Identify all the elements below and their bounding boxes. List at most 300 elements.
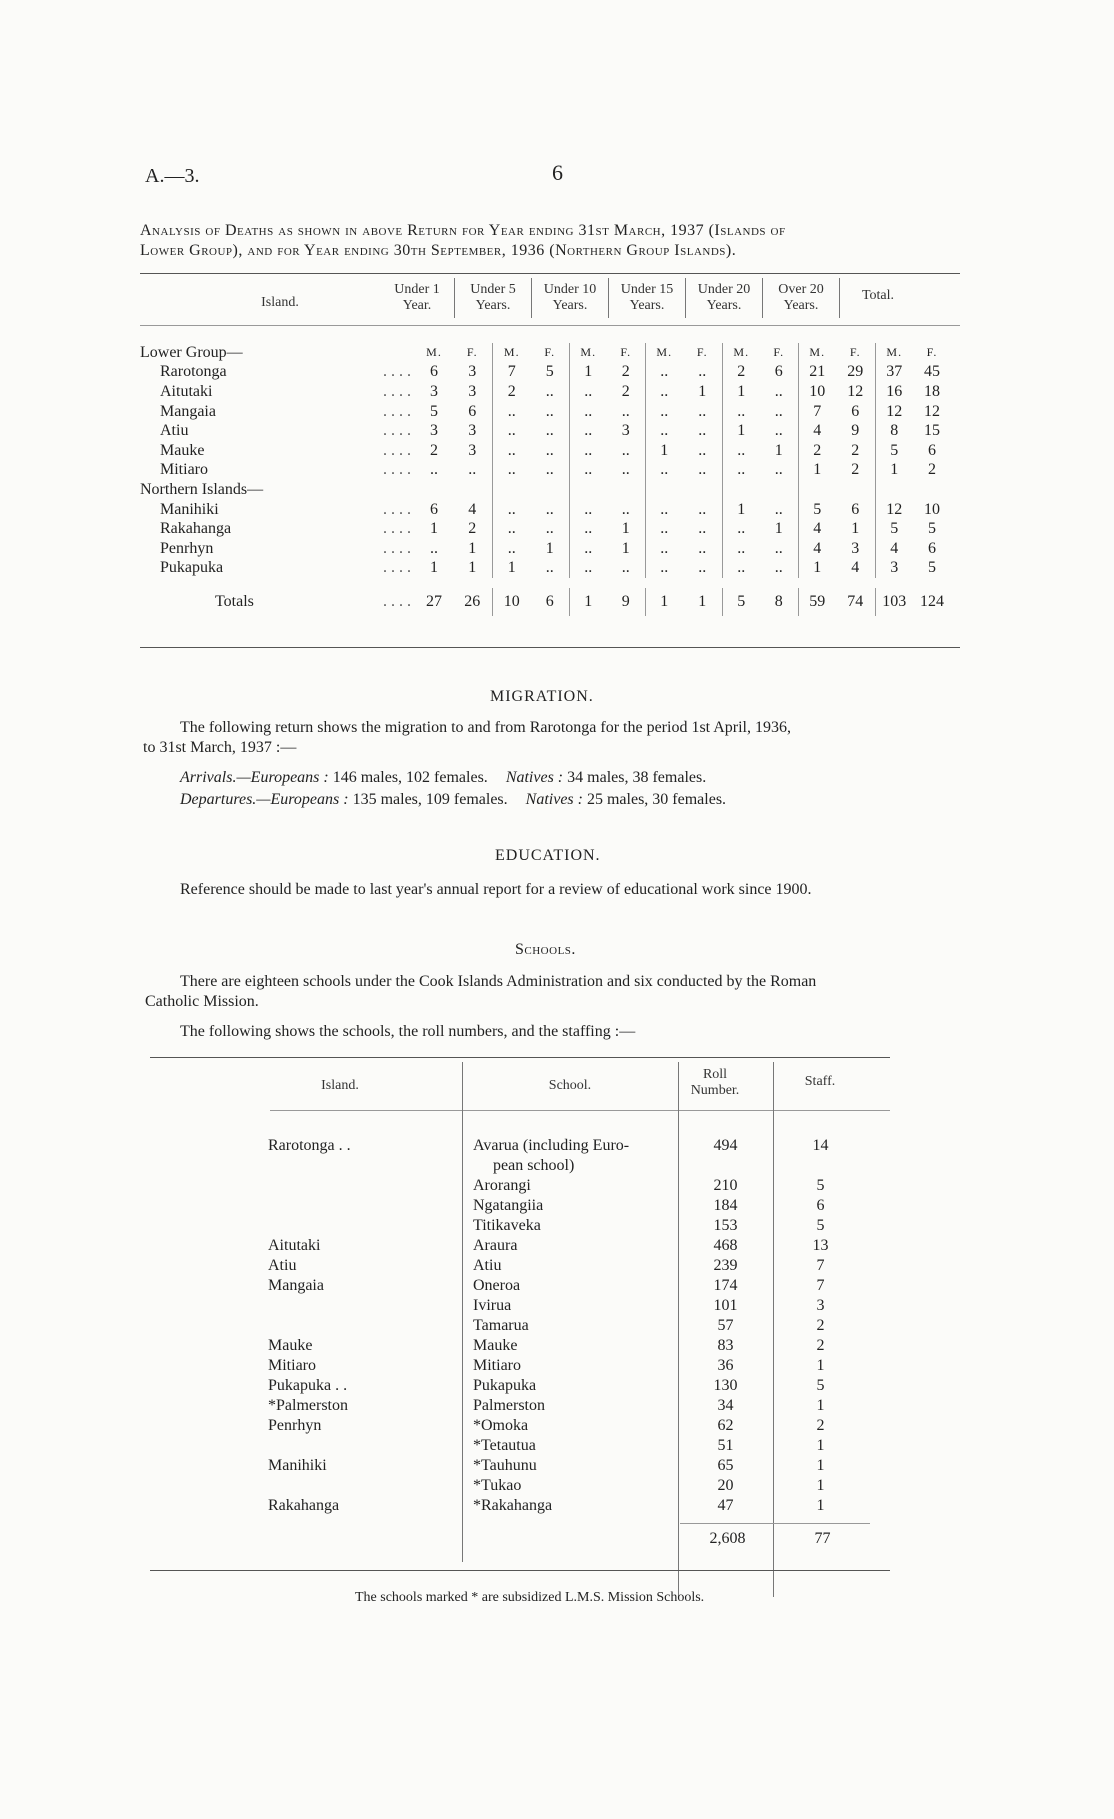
table-cell: .. <box>492 402 531 422</box>
table-cell: 6 <box>430 363 438 381</box>
table-cell: .. <box>698 422 707 440</box>
table-cell: 5 <box>798 500 836 520</box>
school-island: Rakahanga <box>268 1497 340 1514</box>
school-island: Atiu <box>268 1257 297 1274</box>
table-cell: 3 <box>621 422 630 440</box>
school-roll: 34 <box>717 1397 734 1414</box>
school-staff: 2 <box>816 1337 825 1354</box>
table-row <box>140 461 951 481</box>
school-staff: 5 <box>816 1377 825 1394</box>
schools-table <box>268 1137 868 1517</box>
school-island: *Palmerston <box>268 1397 348 1414</box>
table-cell: .. <box>545 422 554 440</box>
table-cell: 1 <box>645 441 683 461</box>
table-cell <box>607 480 645 500</box>
school-roll: 174 <box>713 1277 738 1294</box>
leader-dots: . . . . <box>383 402 411 420</box>
school-island: Manihiki <box>268 1457 327 1474</box>
school-row <box>268 1157 868 1177</box>
table-row <box>140 363 951 383</box>
sex-male-header: M. <box>426 345 442 360</box>
age-group-header-line1: Under 5 <box>470 282 516 297</box>
table-cell: 12 <box>875 402 913 422</box>
table-cell: 1 <box>722 382 760 402</box>
table-cell: .. <box>569 402 607 422</box>
table-cell <box>913 480 951 500</box>
header-divider <box>608 278 609 318</box>
school-name: Avarua (including Euro- <box>473 1137 630 1154</box>
school-island: Pukapuka . . <box>268 1377 348 1394</box>
table-cell: 1 <box>774 520 783 538</box>
school-staff: 1 <box>816 1457 825 1474</box>
school-roll: 468 <box>713 1237 738 1254</box>
table-cell <box>531 480 569 500</box>
table-cell: 5 <box>928 520 936 538</box>
school-island <box>268 1217 463 1237</box>
table-cell: .. <box>722 402 760 422</box>
table-cell: .. <box>621 500 630 518</box>
age-group-header <box>763 282 839 314</box>
school-island <box>268 1317 463 1337</box>
age-group-header-line2: Years. <box>629 298 665 313</box>
table-cell: .. <box>545 520 554 538</box>
age-group-header <box>686 282 762 314</box>
total-cell: 124 <box>920 593 944 611</box>
table-cell: .. <box>774 500 783 518</box>
table-cell: .. <box>492 441 531 461</box>
table-cell: .. <box>645 402 683 422</box>
table-row <box>140 539 951 559</box>
table-cell: .. <box>545 559 554 577</box>
table-cell: 16 <box>875 382 913 402</box>
school-roll: 62 <box>717 1417 734 1434</box>
sex-female-header: F. <box>696 345 708 360</box>
table-cell: 6 <box>774 363 783 381</box>
school-island <box>268 1437 463 1457</box>
school-name: Palmerston <box>473 1397 545 1414</box>
sex-male-header: M. <box>569 343 607 363</box>
table-cell: 5 <box>875 519 913 539</box>
table-cell: .. <box>430 539 438 557</box>
school-staff <box>773 1157 868 1177</box>
age-group-header <box>609 282 685 314</box>
table-cell: 2 <box>621 382 630 400</box>
table-cell: .. <box>545 382 554 400</box>
table-cell: 3 <box>430 422 438 440</box>
school-roll: 36 <box>717 1357 734 1374</box>
island-name: Rakahanga <box>160 520 232 538</box>
table-cell: .. <box>698 520 707 538</box>
island-name: Mitiaro <box>160 461 208 479</box>
school-name: Pukapuka <box>473 1377 537 1394</box>
table-cell: 3 <box>468 363 477 381</box>
school-row <box>268 1177 868 1197</box>
school-island <box>268 1297 463 1317</box>
school-staff: 1 <box>816 1357 825 1374</box>
total-cell: 74 <box>847 593 864 611</box>
header-divider <box>685 278 686 318</box>
school-roll: 20 <box>717 1477 734 1494</box>
school-row <box>268 1257 868 1277</box>
school-row <box>268 1197 868 1217</box>
school-staff: 13 <box>812 1237 829 1254</box>
school-name: *Rakahanga <box>473 1497 553 1514</box>
total-cell: 8 <box>774 593 783 611</box>
table-cell: 2 <box>851 441 860 459</box>
table-cell: .. <box>722 559 760 579</box>
school-island <box>268 1177 463 1197</box>
table-row <box>140 559 951 579</box>
school-name: *Tauhunu <box>473 1457 537 1474</box>
table-cell: 2 <box>621 363 630 381</box>
table-cell: 1 <box>430 520 438 538</box>
table-cell: .. <box>645 559 683 579</box>
totals-label: Totals <box>215 593 254 611</box>
school-island: Mauke <box>268 1337 313 1354</box>
school-roll: 184 <box>713 1197 738 1214</box>
school-name: Arorangi <box>473 1177 531 1194</box>
table-cell: 6 <box>928 441 936 459</box>
age-group-header <box>455 282 531 314</box>
table-cell: 9 <box>851 422 860 440</box>
table-cell: .. <box>621 559 630 577</box>
table-top-rule <box>140 273 960 274</box>
school-row <box>268 1457 868 1477</box>
school-staff: 1 <box>816 1497 825 1514</box>
schools-total-roll: 2,608 <box>709 1530 746 1547</box>
table-cell: 3 <box>430 382 438 400</box>
table-cell: 5 <box>875 441 913 461</box>
table-cell <box>836 480 875 500</box>
sex-male-header: M. <box>722 343 760 363</box>
table-cell: 2 <box>798 441 836 461</box>
header-divider <box>839 278 840 318</box>
header-divider <box>762 278 763 318</box>
document-reference: A.—3. <box>145 165 200 187</box>
island-name: Penrhyn <box>160 539 214 557</box>
total-cell: 9 <box>621 593 630 611</box>
table-cell: .. <box>492 539 531 559</box>
table-cell: .. <box>774 402 783 420</box>
school-name: *Tukao <box>473 1477 522 1494</box>
table-cell: .. <box>569 461 607 481</box>
school-staff: 5 <box>816 1217 825 1234</box>
table-row <box>140 402 951 422</box>
header-bottom-rule <box>140 325 960 326</box>
table-cell: 7 <box>492 363 531 383</box>
school-island: Rarotonga . . <box>268 1137 351 1154</box>
age-group-header-line1: Total. <box>861 288 895 303</box>
table-cell: 3 <box>468 422 477 440</box>
sex-female-header: F. <box>849 345 861 360</box>
school-row <box>268 1377 868 1397</box>
school-staff: 7 <box>816 1277 825 1294</box>
migration-heading: MIGRATION. <box>490 688 594 705</box>
leader-dots: . . . . <box>383 539 411 557</box>
school-roll: 83 <box>717 1337 734 1354</box>
table-cell: .. <box>645 500 683 520</box>
school-roll <box>678 1157 773 1177</box>
school-roll: 153 <box>713 1217 738 1234</box>
table-cell: .. <box>698 402 707 420</box>
arrivals-europeans: 146 males, 102 females. <box>332 769 488 786</box>
table-cell: 4 <box>798 519 836 539</box>
table-cell: 1 <box>798 461 836 481</box>
totals-row <box>140 588 951 616</box>
table-cell: 1 <box>698 382 707 400</box>
school-name: Titikaveka <box>473 1217 541 1234</box>
table-cell: .. <box>698 500 707 518</box>
table-cell: .. <box>698 559 707 577</box>
table-cell: 1 <box>774 441 783 459</box>
school-staff: 1 <box>816 1437 825 1454</box>
island-name: Aitutaki <box>160 382 213 400</box>
table-cell: 1 <box>621 520 630 538</box>
table-cell: .. <box>492 461 531 481</box>
spacer-row <box>140 578 951 588</box>
age-group-header <box>840 288 916 304</box>
leader-dots: . . . . <box>383 363 411 381</box>
school-name: Araura <box>473 1237 518 1254</box>
table-cell: .. <box>569 421 607 441</box>
total-cell: 10 <box>492 588 531 616</box>
table-cell: 18 <box>924 382 940 400</box>
table-cell <box>875 480 913 500</box>
school-island: Mitiaro <box>268 1357 316 1374</box>
total-cell: 1 <box>698 593 707 611</box>
school-island <box>268 1477 463 1497</box>
school-staff: 3 <box>816 1297 825 1314</box>
table-row <box>140 421 951 441</box>
arrivals-natives-label: Natives : <box>505 769 564 786</box>
school-name: Atiu <box>473 1257 502 1274</box>
school-name: Oneroa <box>473 1277 521 1294</box>
island-name: Mauke <box>160 441 205 459</box>
school-staff: 5 <box>816 1177 825 1194</box>
school-row <box>268 1217 868 1237</box>
table-cell: .. <box>569 382 607 402</box>
table-cell: .. <box>645 382 683 402</box>
departures-natives-label: Natives : <box>525 791 583 808</box>
table-cell: 45 <box>924 363 940 381</box>
school-name: Ivirua <box>473 1297 512 1314</box>
table-cell: 12 <box>924 402 940 420</box>
table-cell: 6 <box>851 500 860 518</box>
table-cell: .. <box>621 461 630 479</box>
table-cell: 1 <box>468 559 477 577</box>
table-cell: 1 <box>722 421 760 441</box>
schools-footnote: The schools marked * are subsidized L.M.S. Mission Schools. <box>355 1590 705 1605</box>
table-cell: 4 <box>798 539 836 559</box>
table-cell: 4 <box>875 539 913 559</box>
group-label: Lower Group— <box>140 343 243 361</box>
table-cell: .. <box>698 363 707 381</box>
table-cell: .. <box>569 539 607 559</box>
table-cell: .. <box>774 382 783 400</box>
table-cell: .. <box>430 461 438 479</box>
table-cell: 3 <box>875 559 913 579</box>
table-cell: 1 <box>722 500 760 520</box>
schools-table-top-rule <box>150 1057 890 1058</box>
school-row <box>268 1357 868 1377</box>
table-cell: .. <box>545 500 554 518</box>
table-cell: 2 <box>430 441 438 459</box>
departures-line <box>180 790 726 810</box>
school-roll: 130 <box>713 1377 738 1394</box>
school-roll: 239 <box>713 1257 738 1274</box>
school-name: Mitiaro <box>473 1357 521 1374</box>
sex-female-header: F. <box>773 345 785 360</box>
table-cell: 4 <box>798 421 836 441</box>
table-cell: 1 <box>875 461 913 481</box>
age-group-header-line1: Under 1 <box>394 282 440 297</box>
table-cell: .. <box>621 441 630 459</box>
table-cell: 1 <box>798 559 836 579</box>
table-cell: 5 <box>928 559 936 577</box>
table-cell: 6 <box>468 402 477 420</box>
table-cell: .. <box>722 441 760 461</box>
migration-intro-line2: to 31st March, 1937 :— <box>143 739 297 756</box>
schools-intro-line2: Catholic Mission. <box>145 993 259 1010</box>
table-cell: .. <box>645 519 683 539</box>
school-row <box>268 1337 868 1357</box>
table-cell: .. <box>492 500 531 520</box>
table-cell: 1 <box>569 363 607 383</box>
total-cell: 1 <box>569 588 607 616</box>
table-cell: 37 <box>875 363 913 383</box>
table-cell: 5 <box>545 363 554 381</box>
leader-dots: . . . . <box>383 461 411 479</box>
table-cell: .. <box>645 461 683 481</box>
table-cell: 7 <box>798 402 836 422</box>
table-cell: .. <box>722 519 760 539</box>
leader-dots: . . . . <box>383 520 411 538</box>
table-cell: .. <box>722 539 760 559</box>
table-cell: 15 <box>924 422 940 440</box>
table-cell: 1 <box>851 520 860 538</box>
sex-female-header: F. <box>620 345 632 360</box>
group-row <box>140 480 951 500</box>
table-cell: .. <box>492 421 531 441</box>
school-name: Tamarua <box>473 1317 529 1334</box>
table-cell: .. <box>621 402 630 420</box>
age-group-header-line1: Over 20 <box>778 282 824 297</box>
table-row <box>140 519 951 539</box>
island-name: Rarotonga <box>160 363 227 381</box>
total-cell: 103 <box>875 588 913 616</box>
schools-header-rule <box>270 1110 890 1111</box>
school-staff: 6 <box>816 1197 825 1214</box>
table-cell: 2 <box>851 461 860 479</box>
table-cell <box>569 480 607 500</box>
migration-intro-line1: The following return shows the migration to and from Rarotonga for the period 1st April, 1936, <box>180 719 791 736</box>
sex-male-header: M. <box>492 343 531 363</box>
total-cell: 59 <box>798 588 836 616</box>
school-roll: 65 <box>717 1457 734 1474</box>
table-cell: 2 <box>492 382 531 402</box>
table-cell: 21 <box>798 363 836 383</box>
school-row <box>268 1417 868 1437</box>
total-cell: 27 <box>426 593 442 611</box>
age-group-header-line1: Under 20 <box>697 282 751 297</box>
table-cell: .. <box>698 539 707 557</box>
total-cell: 1 <box>645 588 683 616</box>
island-column-header: Island. <box>261 295 299 310</box>
group-label: Northern Islands— <box>140 480 264 498</box>
table-cell: .. <box>545 402 554 420</box>
school-name: *Omoka <box>473 1417 529 1434</box>
table-cell: 3 <box>468 441 477 459</box>
school-staff: 14 <box>812 1137 829 1154</box>
arrivals-natives: 34 males, 38 females. <box>567 769 707 786</box>
school-island <box>268 1197 463 1217</box>
school-row <box>268 1277 868 1297</box>
schools-roll-header <box>675 1067 755 1099</box>
table-cell: .. <box>569 500 607 520</box>
table-cell: .. <box>545 461 554 479</box>
schools-staff-header: Staff. <box>804 1074 836 1089</box>
table-cell: 12 <box>847 382 864 400</box>
school-staff: 7 <box>816 1257 825 1274</box>
sex-female-header: F. <box>466 345 478 360</box>
table-cell: .. <box>468 461 477 479</box>
header-divider <box>454 278 455 318</box>
deaths-title-line1: Analysis of Deaths as shown in above Return for Year ending 31st March, 1937 (Islands of <box>140 222 786 239</box>
leader-dots: . . . . <box>383 382 411 400</box>
group-row <box>140 343 951 363</box>
table-cell: .. <box>722 461 760 481</box>
school-row <box>268 1237 868 1257</box>
table-cell: 6 <box>928 539 936 557</box>
age-group-header-line2: Years. <box>552 298 588 313</box>
table-cell: .. <box>569 441 607 461</box>
age-group-header-line2: Years. <box>706 298 742 313</box>
table-cell: .. <box>492 519 531 539</box>
deaths-title-line2: Lower Group), and for Year ending 30th September, 1936 (Northern Group Islands). <box>140 242 737 259</box>
table-bottom-rule <box>140 647 960 648</box>
school-row <box>268 1297 868 1317</box>
leader-dots: . . . . <box>383 441 411 459</box>
island-name: Manihiki <box>160 500 219 518</box>
schools-heading: Schools. <box>515 941 576 958</box>
school-row <box>268 1477 868 1497</box>
schools-table-bottom-rule <box>150 1570 890 1571</box>
table-cell <box>415 480 453 500</box>
age-group-header <box>379 282 455 314</box>
table-cell: .. <box>774 539 783 557</box>
school-name: *Tetautua <box>473 1437 536 1454</box>
age-group-header <box>532 282 608 314</box>
school-island: Mangaia <box>268 1277 324 1294</box>
school-row <box>268 1497 868 1517</box>
table-cell: 3 <box>468 382 477 400</box>
table-cell: 2 <box>928 461 936 479</box>
arrivals-label: Arrivals.—Europeans : <box>180 769 329 786</box>
age-group-header-line2: Year. <box>402 298 432 313</box>
table-cell: 1 <box>621 539 630 557</box>
sex-male-header: M. <box>875 343 913 363</box>
leader-dots: . . . . <box>383 500 411 518</box>
table-cell <box>722 480 760 500</box>
school-row <box>268 1137 868 1157</box>
leader-dots: . . . . <box>383 559 411 577</box>
schools-total-rule <box>680 1523 870 1524</box>
table-cell <box>492 480 531 500</box>
age-group-header-line2: Years. <box>475 298 511 313</box>
table-row <box>140 441 951 461</box>
schools-total-staff: 77 <box>814 1530 831 1547</box>
island-name: Mangaia <box>160 402 216 420</box>
